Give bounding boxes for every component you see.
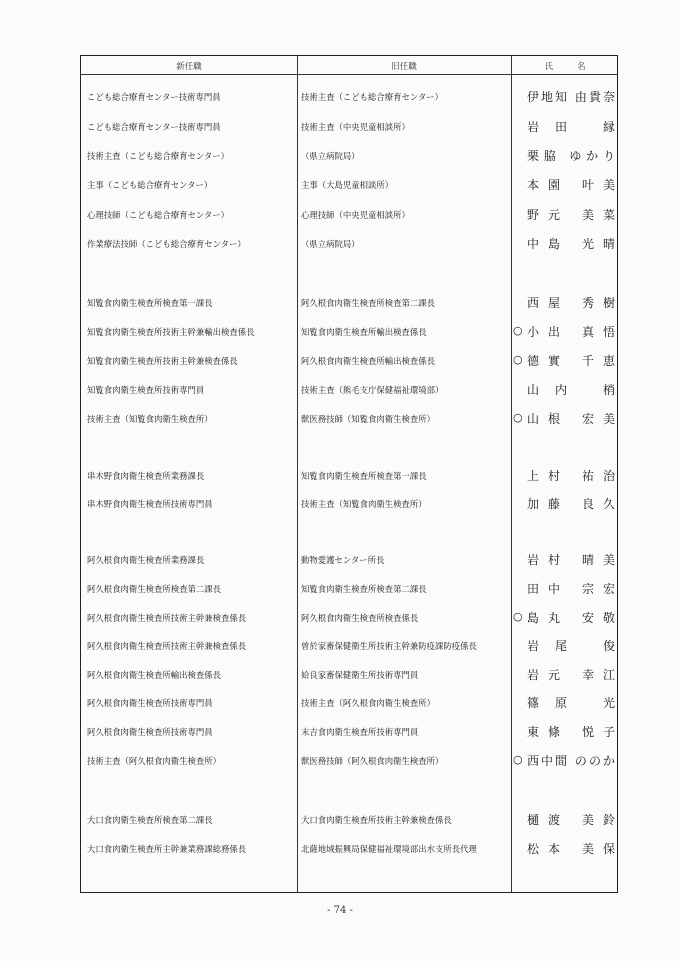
- table-row: [81, 811, 617, 829]
- table-row: [81, 752, 617, 770]
- old-position-cell: 知覧食肉衛生検査所検査第二課長: [301, 584, 427, 594]
- new-position-cell: 心理技師（こども総合療育センター）: [87, 210, 230, 220]
- new-position-cell: 阿久根食肉衛生検査所技術主幹兼検査係長: [87, 613, 247, 623]
- new-position-cell: こども総合療育センター技術専門員: [87, 92, 221, 102]
- old-position-cell: （県立病院局）: [301, 239, 360, 249]
- name-cell: 德實 千恵: [527, 354, 615, 368]
- mark-cell: ○: [513, 753, 523, 766]
- old-position-cell: 動物愛護センター所長: [301, 555, 385, 565]
- mark-cell: ○: [513, 324, 523, 337]
- table-row: [81, 551, 617, 569]
- new-position-cell: 阿久根食肉衛生検査所技術専門員: [87, 727, 213, 737]
- name-cell: 中島 光晴: [527, 237, 615, 251]
- name-cell: 島丸 安敬: [527, 611, 615, 625]
- mark-cell: ○: [513, 353, 523, 366]
- table-row: [81, 381, 617, 399]
- name-cell: 東條 悦子: [527, 725, 615, 739]
- name-cell: 栗脇 ゆかり: [527, 149, 615, 163]
- old-position-cell: 技術主査（知覧食肉衛生検査所）: [301, 499, 427, 509]
- name-cell: 松本 美保: [527, 842, 615, 856]
- table-row: [81, 176, 617, 194]
- table-row: [81, 206, 617, 224]
- name-cell: 岩田 縁: [527, 120, 615, 134]
- new-position-cell: 技術主査（知覧食肉衛生検査所）: [87, 414, 213, 424]
- table-row: [81, 694, 617, 712]
- mark-cell: ○: [513, 411, 523, 424]
- name-cell: 山内 梢: [527, 383, 615, 397]
- old-position-cell: 技術主査（こども総合療育センター）: [301, 92, 444, 102]
- new-position-cell: 知覧食肉衛生検査所技術主幹兼輸出検査係長: [87, 327, 255, 337]
- table-row: [81, 467, 617, 485]
- table-row: [81, 352, 617, 370]
- new-position-cell: 知覧食肉衛生検査所技術主幹兼検査係長: [87, 356, 238, 366]
- table-row: [81, 723, 617, 741]
- old-position-cell: 北薩地域振興局保健福祉環境部出水支所長代理: [301, 844, 477, 854]
- table-row: [81, 609, 617, 627]
- table-row: [81, 147, 617, 165]
- new-position-cell: 作業療法技師（こども総合療育センター）: [87, 239, 246, 249]
- header-name: 氏名: [544, 62, 610, 72]
- new-position-cell: 技術主査（こども総合療育センター）: [87, 151, 230, 161]
- name-cell: 岩尾 俊: [527, 639, 615, 653]
- old-position-cell: 末吉食肉衛生検査所技術専門員: [301, 727, 419, 737]
- name-cell: 西中間 ののか: [527, 754, 615, 768]
- name-cell: 田中 宗宏: [527, 582, 615, 596]
- table-row: [81, 495, 617, 513]
- new-position-cell: 知覧食肉衛生検査所技術専門員: [87, 385, 205, 395]
- new-position-cell: 主事（こども総合療育センター）: [87, 180, 213, 190]
- name-cell: 小出 真悟: [527, 325, 615, 339]
- name-cell: 西屋 秀樹: [527, 296, 615, 310]
- table-header: [81, 56, 617, 75]
- name-cell: 樋渡 美鈴: [527, 813, 615, 827]
- old-position-cell: 主事（大島児童相談所）: [301, 180, 394, 190]
- new-position-cell: こども総合療育センター技術専門員: [87, 122, 221, 132]
- name-cell: 岩村 晴美: [527, 553, 615, 567]
- table-row: [81, 666, 617, 684]
- old-position-cell: 心理技師（中央児童相談所）: [301, 210, 410, 220]
- old-position-cell: 獣医務技師（知覧食肉衛生検査所）: [301, 414, 435, 424]
- new-position-cell: 阿久根食肉衛生検査所検査第二課長: [87, 584, 221, 594]
- new-position-cell: 阿久根食肉衛生検査所業務課長: [87, 555, 205, 565]
- new-position-cell: 技術主査（阿久根食肉衛生検査所）: [87, 756, 221, 766]
- new-position-cell: 大口食肉衛生検査所主幹兼業務課総務係長: [87, 844, 247, 854]
- name-cell: 岩元 幸江: [527, 668, 615, 682]
- header-old-position: 旧任職: [391, 62, 417, 72]
- new-position-cell: 知覧食肉衛生検査所検査第一課長: [87, 298, 213, 308]
- new-position-cell: 阿久根食肉衛生検査所輸出検査係長: [87, 670, 221, 680]
- table-row: [81, 840, 617, 858]
- table-row: [81, 323, 617, 341]
- old-position-cell: 姶良家畜保健衛生所技術専門員: [301, 670, 419, 680]
- old-position-cell: （県立病院局）: [301, 151, 360, 161]
- old-position-cell: 阿久根食肉衛生検査所輸出検査係長: [301, 356, 435, 366]
- old-position-cell: 阿久根食肉衛生検査所検査第二課長: [301, 298, 435, 308]
- name-cell: 篠原 光: [527, 696, 615, 710]
- table-row: [81, 118, 617, 136]
- old-position-cell: 知覧食肉衛生検査所検査第一課長: [301, 471, 427, 481]
- name-cell: 本園 叶美: [527, 178, 615, 192]
- new-position-cell: 阿久根食肉衛生検査所技術専門員: [87, 698, 213, 708]
- table-row: [81, 294, 617, 312]
- new-position-cell: 串木野食肉衛生検査所業務課長: [87, 471, 205, 481]
- old-position-cell: 獣医務技師（阿久根食肉衛生検査所）: [301, 756, 444, 766]
- table-row: [81, 580, 617, 598]
- table-row: [81, 410, 617, 428]
- name-cell: 野元 美菜: [527, 208, 615, 222]
- old-position-cell: 大口食肉衛生検査所技術主幹兼検査係長: [301, 815, 452, 825]
- page-number: - 74 -: [327, 905, 353, 916]
- old-position-cell: 技術主査（中央児童相談所）: [301, 122, 410, 132]
- old-position-cell: 知覧食肉衛生検査所輸出検査係長: [301, 327, 427, 337]
- name-cell: 山根 宏美: [527, 412, 615, 426]
- new-position-cell: 大口食肉衛生検査所検査第二課長: [87, 815, 213, 825]
- table-row: [81, 637, 617, 655]
- name-cell: 加藤 良久: [527, 497, 615, 511]
- old-position-cell: 技術主査（熊毛支庁保健福祉環境部）: [301, 385, 444, 395]
- old-position-cell: 曽於家畜保健衛生所技術主幹兼防疫課防疫係長: [301, 641, 477, 651]
- header-new-position: 新任職: [176, 62, 202, 72]
- new-position-cell: 阿久根食肉衛生検査所技術主幹兼検査係長: [87, 641, 247, 651]
- mark-cell: ○: [513, 610, 523, 623]
- personnel-table: [80, 55, 618, 893]
- new-position-cell: 串木野食肉衛生検査所技術専門員: [87, 499, 213, 509]
- name-cell: 上村 祐治: [527, 469, 615, 483]
- table-row: [81, 235, 617, 253]
- name-cell: 伊地知 由貴奈: [527, 90, 615, 104]
- old-position-cell: 阿久根食肉衛生検査所検査係長: [301, 613, 419, 623]
- table-row: [81, 88, 617, 106]
- old-position-cell: 技術主査（阿久根食肉衛生検査所）: [301, 698, 435, 708]
